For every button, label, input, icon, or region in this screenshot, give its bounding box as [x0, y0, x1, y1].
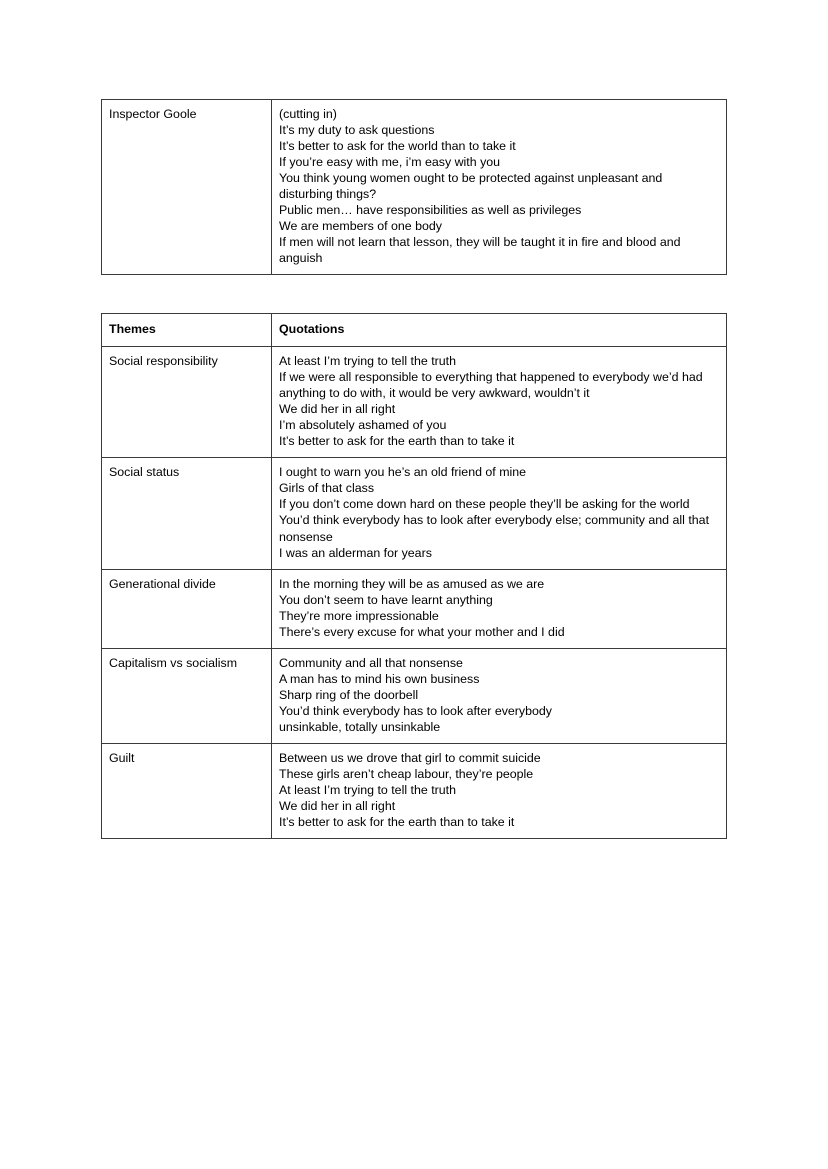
- table-row: [102, 648, 727, 743]
- quotation-line: If you’re easy with me, i’m easy with you: [279, 155, 501, 170]
- table-row: [102, 458, 727, 569]
- quotation-line: Community and all that nonsense: [279, 655, 463, 670]
- quotation-line: If we were all responsible to everything that happened to everybody we’d had anything to do with, it would be very awkward, wouldn’t it: [279, 370, 703, 401]
- quotation-line: At least I’m trying to tell the truth: [279, 783, 456, 798]
- theme-name-cell: Social responsibility: [102, 347, 272, 458]
- quotation-line: At least I’m trying to tell the truth: [279, 354, 456, 369]
- column-header-quotations: Quotations: [272, 314, 727, 347]
- quotation-line: We did her in all right: [279, 799, 396, 814]
- quotation-line: Public men… have responsibilities as well as privileges: [279, 203, 582, 218]
- quotation-line: unsinkable, totally unsinkable: [279, 719, 441, 734]
- theme-name-cell: Social status: [102, 458, 272, 569]
- character-name-cell: Inspector Goole: [102, 100, 272, 275]
- themes-quotations-table: [101, 313, 727, 839]
- character-quotations-cell: [272, 100, 727, 275]
- quotation-line: We are members of one body: [279, 219, 442, 234]
- quotation-line: There’s every excuse for what your mother and I did: [279, 624, 565, 639]
- theme-name-cell: Generational divide: [102, 569, 272, 648]
- quotation-line: You don’t seem to have learnt anything: [279, 592, 493, 607]
- theme-name-cell: Capitalism vs socialism: [102, 648, 272, 743]
- theme-name-cell: Guilt: [102, 744, 272, 839]
- theme-quotations-cell: [272, 648, 727, 743]
- theme-quotations-cell: [272, 569, 727, 648]
- theme-quotations-cell: [272, 458, 727, 569]
- quotation-line: You’d think everybody has to look after everybody else; community and all that nonsense: [279, 513, 710, 544]
- table-header-row: [102, 314, 727, 347]
- column-header-themes: Themes: [102, 314, 272, 347]
- table-row: [102, 744, 727, 839]
- quotation-line: Sharp ring of the doorbell: [279, 687, 419, 702]
- quotation-line: It’s my duty to ask questions: [279, 123, 435, 138]
- quotation-line: It’s better to ask for the earth than to take it: [279, 815, 515, 830]
- quotation-line: A man has to mind his own business: [279, 671, 480, 686]
- quotation-line: If you don’t come down hard on these people they’ll be asking for the world: [279, 497, 690, 512]
- table-row: [102, 347, 727, 458]
- quotation-line: (cutting in): [279, 107, 337, 121]
- quotation-line: It’s better to ask for the world than to take it: [279, 139, 516, 154]
- quotation-line: You think young women ought to be protected against unpleasant and disturbing things?: [279, 171, 663, 202]
- quotation-line: Between us we drove that girl to commit suicide: [279, 751, 541, 766]
- table-row: [102, 100, 727, 275]
- quotation-line: We did her in all right: [279, 402, 396, 417]
- quotation-line: They’re more impressionable: [279, 608, 439, 623]
- quotation-line: I was an alderman for years: [279, 545, 432, 560]
- character-quotations-table: [101, 99, 727, 275]
- quotation-line: In the morning they will be as amused as we are: [279, 576, 545, 591]
- quotation-line: These girls aren’t cheap labour, they’re people: [279, 767, 534, 782]
- theme-quotations-cell: [272, 744, 727, 839]
- table-row: [102, 569, 727, 648]
- theme-quotations-cell: [272, 347, 727, 458]
- quotation-line: It’s better to ask for the earth than to take it: [279, 434, 515, 449]
- quotation-line: I’m absolutely ashamed of you: [279, 418, 447, 433]
- quotation-line: I ought to warn you he’s an old friend of mine: [279, 465, 527, 480]
- quotation-line: Girls of that class: [279, 481, 375, 496]
- quotation-line: You’d think everybody has to look after everybody: [279, 703, 552, 718]
- quotation-line: If men will not learn that lesson, they will be taught it in fire and blood and anguish: [279, 235, 681, 266]
